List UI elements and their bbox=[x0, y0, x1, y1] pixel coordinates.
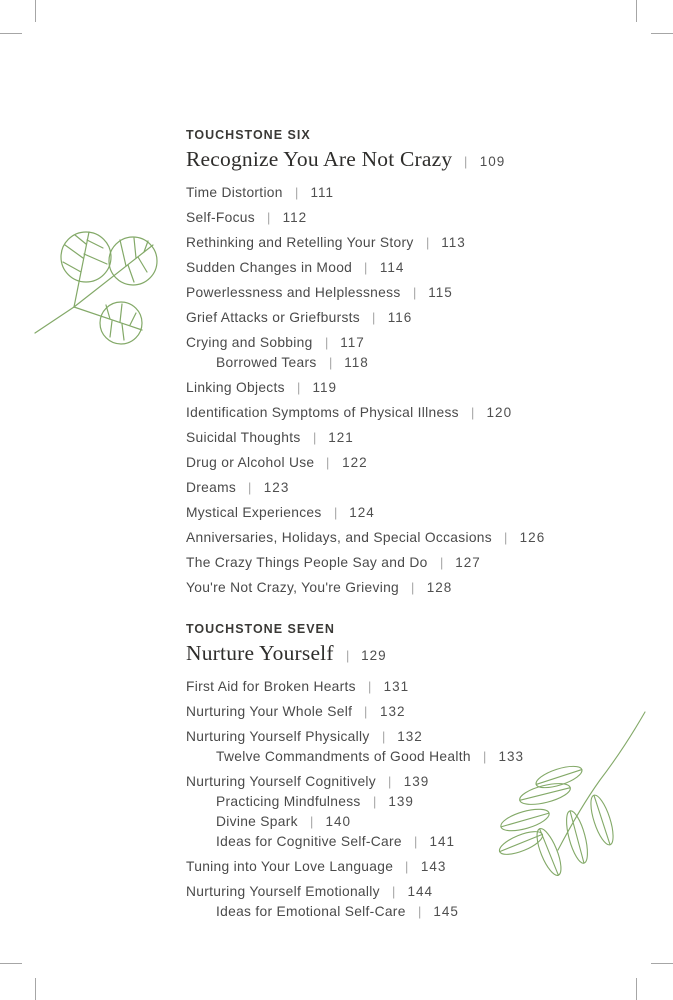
crop-mark-bottom-left-horizontal bbox=[0, 963, 22, 964]
toc-entry bbox=[186, 705, 546, 719]
section-title-row bbox=[186, 146, 546, 175]
toc-entry-page-number: 133 bbox=[498, 749, 525, 764]
separator-bar: | bbox=[405, 859, 409, 874]
toc-entry-page-number: 132 bbox=[397, 729, 423, 744]
toc-entry bbox=[186, 835, 546, 849]
separator-bar: | bbox=[310, 814, 314, 829]
toc-entry-page-number: 128 bbox=[426, 580, 453, 595]
toc-entry bbox=[186, 336, 546, 350]
toc-entry-page-number: 139 bbox=[403, 774, 430, 789]
separator-bar: | bbox=[368, 679, 372, 694]
toc-entry-label: The Crazy Things People Say and Do bbox=[186, 555, 428, 570]
toc-entry-page-number: 119 bbox=[312, 380, 338, 395]
toc-entry-label: Suicidal Thoughts bbox=[186, 430, 301, 445]
toc-entry-label: Self-Focus bbox=[186, 210, 255, 225]
toc-section-touchstone-seven bbox=[186, 622, 546, 919]
toc-entry-label: Nurturing Yourself Cognitively bbox=[186, 774, 376, 789]
separator-bar: | bbox=[372, 310, 376, 325]
toc-entry-page-number: 122 bbox=[342, 455, 368, 470]
toc-entry bbox=[186, 680, 546, 694]
toc-entry-label: Linking Objects bbox=[186, 380, 285, 395]
toc-entry-label: Crying and Sobbing bbox=[186, 335, 313, 350]
toc-entry bbox=[186, 286, 546, 300]
toc-entry-label: Anniversaries, Holidays, and Special Occasions bbox=[186, 530, 492, 545]
toc-entry bbox=[186, 431, 546, 445]
toc-entry-page-number: 113 bbox=[441, 235, 466, 250]
toc-entry bbox=[186, 506, 546, 520]
toc-entry bbox=[186, 581, 546, 595]
toc-entry bbox=[186, 531, 546, 545]
crop-mark-top-right-horizontal bbox=[651, 33, 673, 34]
toc-entry bbox=[186, 381, 546, 395]
section-title: Nurture Yourself bbox=[186, 641, 334, 665]
toc-entry-label: Rethinking and Retelling Your Story bbox=[186, 235, 414, 250]
separator-bar: | bbox=[414, 834, 418, 849]
separator-bar: | bbox=[364, 704, 368, 719]
separator-bar: | bbox=[388, 774, 392, 789]
toc-entry-page-number: 115 bbox=[428, 285, 453, 300]
separator-bar: | bbox=[248, 480, 252, 495]
toc-entry bbox=[186, 885, 546, 899]
toc-entry-label: Borrowed Tears bbox=[216, 355, 317, 370]
toc-entry bbox=[186, 730, 546, 744]
toc-entry-page-number: 118 bbox=[344, 355, 369, 370]
section-eyebrow: TOUCHSTONE SEVEN bbox=[186, 622, 335, 636]
toc-entry-label: Tuning into Your Love Language bbox=[186, 859, 394, 874]
toc-entry bbox=[186, 406, 546, 420]
toc-entry-page-number: 111 bbox=[310, 185, 334, 200]
crop-mark-bottom-right-horizontal bbox=[651, 963, 673, 964]
toc-entry-label: Sudden Changes in Mood bbox=[186, 260, 353, 275]
crop-mark-bottom-left-vertical bbox=[35, 978, 36, 1000]
crop-mark-bottom-right-vertical bbox=[636, 978, 637, 1000]
toc-entry bbox=[186, 311, 546, 325]
separator-bar: | bbox=[411, 580, 415, 595]
section-title: Recognize You Are Not Crazy bbox=[186, 147, 453, 171]
separator-bar: | bbox=[483, 749, 487, 764]
toc-entry-page-number: 123 bbox=[263, 480, 290, 495]
crop-mark-top-right-vertical bbox=[636, 0, 637, 22]
toc-entry-page-number: 145 bbox=[433, 904, 459, 919]
toc-entry bbox=[186, 905, 546, 919]
toc-entry-page-number: 121 bbox=[328, 430, 354, 445]
toc-entry-page-number: 112 bbox=[282, 210, 308, 225]
toc-entry-list bbox=[186, 680, 546, 919]
toc-entry-label: Mystical Experiences bbox=[186, 505, 322, 520]
toc-entry-page-number: 114 bbox=[379, 260, 405, 275]
toc-entry-page-number: 139 bbox=[388, 794, 414, 809]
toc-entry bbox=[186, 456, 546, 470]
separator-bar: | bbox=[267, 210, 271, 225]
toc-entry bbox=[186, 795, 546, 809]
toc-entry-label: You're Not Crazy, You're Grieving bbox=[186, 580, 400, 595]
toc-entry-label: Nurturing Yourself Emotionally bbox=[186, 884, 380, 899]
separator-bar: | bbox=[381, 729, 385, 744]
toc-entry-label: Grief Attacks or Griefbursts bbox=[186, 310, 361, 325]
toc-entry-label: Nurturing Your Whole Self bbox=[186, 704, 353, 719]
separator-bar: | bbox=[297, 380, 301, 395]
toc-entry bbox=[186, 186, 546, 200]
toc-section-touchstone-six bbox=[186, 128, 546, 595]
toc-entry-page-number: 126 bbox=[519, 530, 546, 545]
toc-entry-label: Dreams bbox=[186, 480, 237, 495]
toc-entry-label: Identification Symptoms of Physical Illness bbox=[186, 405, 459, 420]
crop-mark-top-left-horizontal bbox=[0, 33, 22, 34]
round-leaf-branch-illustration bbox=[30, 220, 170, 350]
toc-entry-label: Ideas for Emotional Self-Care bbox=[216, 904, 406, 919]
separator-bar: | bbox=[312, 430, 316, 445]
separator-bar: | bbox=[412, 285, 416, 300]
separator-bar: | bbox=[346, 648, 349, 663]
section-eyebrow: TOUCHSTONE SIX bbox=[186, 128, 311, 142]
toc-entry-label: Practicing Mindfulness bbox=[216, 794, 361, 809]
separator-bar: | bbox=[418, 904, 422, 919]
toc-entry-page-number: 141 bbox=[429, 834, 456, 849]
toc-entry-label: Divine Spark bbox=[216, 814, 298, 829]
toc-entry-page-number: 124 bbox=[349, 505, 375, 520]
separator-bar: | bbox=[425, 235, 429, 250]
section-page-number: 129 bbox=[361, 648, 387, 663]
toc-entry-page-number: 116 bbox=[387, 310, 413, 325]
section-page-number: 109 bbox=[479, 154, 506, 169]
toc-entry-label: Powerlessness and Helplessness bbox=[186, 285, 401, 300]
toc-entry-label: Time Distortion bbox=[186, 185, 283, 200]
toc-entry-label: First Aid for Broken Hearts bbox=[186, 679, 356, 694]
toc-entry-page-number: 131 bbox=[383, 679, 410, 694]
separator-bar: | bbox=[504, 530, 508, 545]
separator-bar: | bbox=[326, 455, 330, 470]
toc-entry-label: Twelve Commandments of Good Health bbox=[216, 749, 471, 764]
separator-bar: | bbox=[364, 260, 368, 275]
separator-bar: | bbox=[373, 794, 376, 809]
table-of-contents bbox=[186, 128, 546, 919]
toc-entry bbox=[186, 775, 546, 789]
separator-bar: | bbox=[333, 505, 337, 520]
toc-entry bbox=[186, 750, 546, 764]
separator-bar: | bbox=[324, 335, 328, 350]
toc-entry-page-number: 140 bbox=[325, 814, 352, 829]
separator-bar: | bbox=[392, 884, 396, 899]
separator-bar: | bbox=[471, 405, 475, 420]
toc-entry bbox=[186, 211, 546, 225]
separator-bar: | bbox=[439, 555, 443, 570]
toc-entry-page-number: 143 bbox=[420, 859, 447, 874]
toc-entry bbox=[186, 860, 546, 874]
toc-entry-list bbox=[186, 186, 546, 595]
toc-entry bbox=[186, 481, 546, 495]
separator-bar: | bbox=[464, 154, 468, 169]
toc-entry-page-number: 117 bbox=[340, 335, 365, 350]
toc-entry bbox=[186, 356, 546, 370]
toc-entry-page-number: 144 bbox=[407, 884, 434, 899]
toc-entry-label: Ideas for Cognitive Self-Care bbox=[216, 834, 402, 849]
toc-entry bbox=[186, 236, 546, 250]
toc-entry-page-number: 132 bbox=[379, 704, 406, 719]
toc-entry-page-number: 127 bbox=[455, 555, 481, 570]
toc-entry bbox=[186, 556, 546, 570]
toc-entry-label: Nurturing Yourself Physically bbox=[186, 729, 370, 744]
separator-bar: | bbox=[295, 185, 299, 200]
toc-entry-page-number: 120 bbox=[486, 405, 513, 420]
toc-entry bbox=[186, 261, 546, 275]
crop-mark-top-left-vertical bbox=[35, 0, 36, 22]
section-title-row bbox=[186, 640, 546, 669]
toc-entry-label: Drug or Alcohol Use bbox=[186, 455, 315, 470]
toc-entry bbox=[186, 815, 546, 829]
separator-bar: | bbox=[328, 355, 332, 370]
